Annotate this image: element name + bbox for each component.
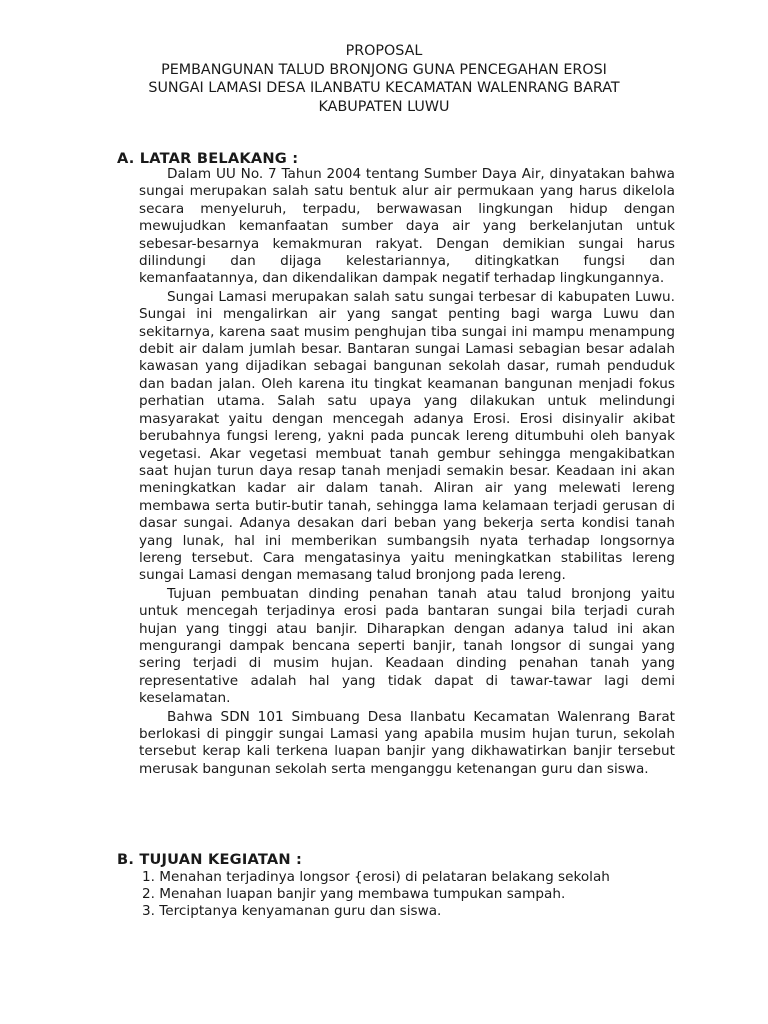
paragraph: Sungai Lamasi merupakan salah satu sungai terbesar di kabupaten Luwu. Sungai ini mengalirkan air yang sangat penting bagi warga Luwu dan sekitarnya, karena saat musim penghujan tiba sungai ini mampu menampung debit air dalam jumlah besar. Bantaran sungai Lamasi sebagian besar adalah kawasan yang dijadikan sebagai bangunan sekolah dasar, rumah penduduk dan badan jalan. Oleh karena itu tingkat keamanan bangunan menjadi fokus perhatian utama. Salah satu upaya yang dilakukan untuk melindungi masyarakat yaitu dengan mencegah adanya Erosi. Erosi disinyalir akibat berubahnya fungsi lereng, yakni pada puncak lereng ditumbuhi oleh banyak vegetasi. Akar vegetasi membuat tanah gembur sehingga mengakibatkan saat hujan turun daya resap tanah menjadi semakin besar. Keadaan ini akan meningkatkan kadar air dalam tanah. Aliran air yang melewati lereng membawa serta butir-butir tanah, sehingga lama kelamaan terjadi gerusan di dasar sungai. Adanya desakan dari beban yang bekerja serta kondisi tanah yang lunak, hal ini memberikan sumbangsih nyata terhadap longsornya lereng tersebut. Cara mengatasinya yaitu meningkatkan stabilitas lereng sungai Lamasi dengan memasang talud bronjong pada lereng. (139, 288, 675, 584)
list-item: 2. Menahan luapan banjir yang membawa tumpukan sampah. (142, 886, 566, 903)
document-title (0, 42, 768, 116)
title-line-1: PROPOSAL (345, 43, 423, 59)
title-line-4: KABUPATEN LUWU (318, 98, 450, 115)
title-line-2: PEMBANGUNAN TALUD BRONJONG GUNA PENCEGAHAN EROSI (161, 61, 607, 78)
list-item: 1. Menahan terjadinya longsor {erosi) di pelataran belakang sekolah (142, 869, 610, 885)
section-a-heading: A. LATAR BELAKANG : (117, 150, 299, 167)
list-item: 3. Terciptanya kenyamanan guru dan siswa. (142, 903, 442, 920)
paragraph: Dalam UU No. 7 Tahun 2004 tentang Sumber Daya Air, dinyatakan bahwa sungai merupakan salah satu bentuk alur air permukaan yang harus dikelola secara menyeluruh, terpadu, berwawasan lingkungan hidup dengan mewujudkan kemanfaatan sumber daya air yang berkelanjutan untuk sebesar-besarnya kemakmuran rakyat. Dengan demikian sungai harus dilindungi dan dijaga kelestariannya, ditingkatkan fungsi dan kemanfaatannya, dan dikendalikan dampak negatif terhadap lingkungannya. (139, 166, 675, 287)
paragraph: Tujuan pembuatan dinding penahan tanah atau talud bronjong yaitu untuk mencegah terjadinya erosi pada bantaran sungai bila terjadi curah hujan yang tinggi atau banjir. Diharapkan dengan adanya talud ini akan mengurangi dampak bencana seperti banjir, tanah longsor di sungai yang sering terjadi di musim hujan. Keadaan dinding penahan tanah yang representative adalah hal yang tidak dapat di tawar-tawar lagi demi keselamatan. (139, 585, 675, 707)
objectives-list (142, 869, 610, 921)
section-b-heading: B. TUJUAN KEGIATAN : (117, 851, 303, 868)
title-line-3: SUNGAI LAMASI DESA ILANBATU KECAMATAN WALENRANG BARAT (148, 80, 620, 96)
paragraph: Bahwa SDN 101 Simbuang Desa Ilanbatu Kecamatan Walenrang Barat berlokasi di pinggir sungai Lamasi yang apabila musim hujan turun, sekolah tersebut kerap kali terkena luapan banjir yang dikhawatirkan banjir tersebut merusak bangunan sekolah serta menganggu ketenangan guru dan siswa. (139, 708, 675, 777)
section-a-body (139, 166, 675, 778)
